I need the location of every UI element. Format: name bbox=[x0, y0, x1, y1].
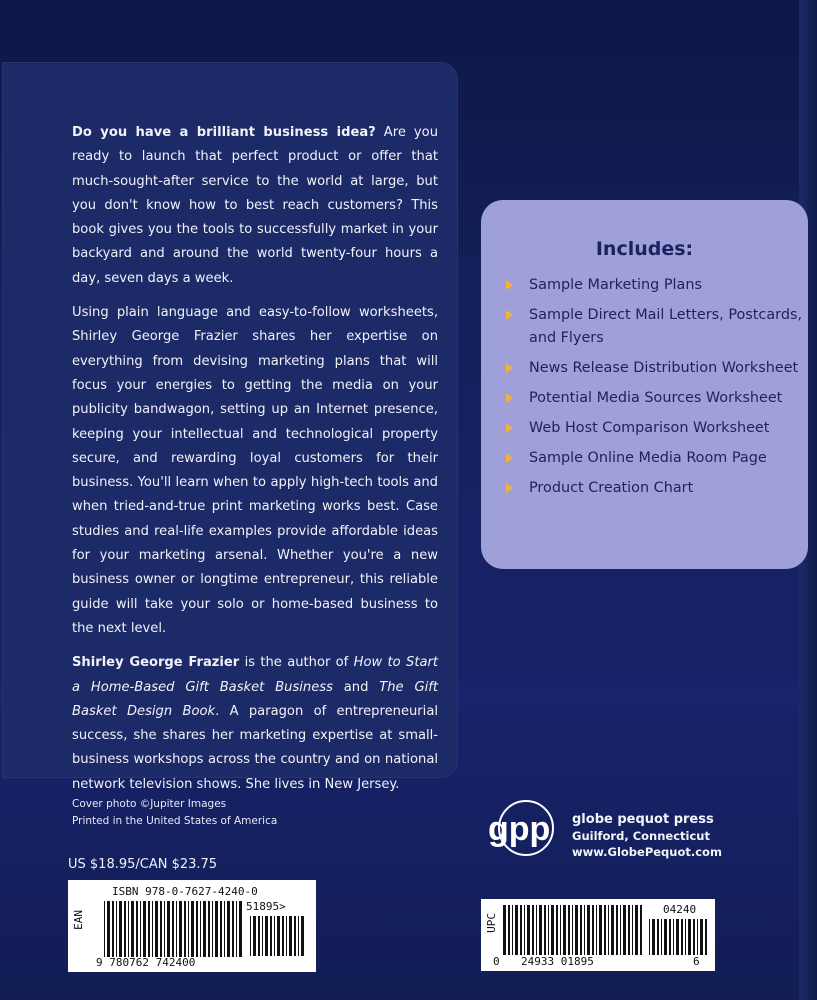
ean-addon-bars bbox=[250, 916, 306, 956]
author-name: Shirley George Frazier bbox=[72, 655, 240, 671]
upc-barcode bbox=[481, 899, 715, 971]
gpp-logo-icon bbox=[482, 796, 562, 864]
publisher-info bbox=[572, 812, 722, 860]
upc-addon-bars bbox=[649, 919, 709, 955]
bio-text-b: and bbox=[332, 679, 380, 695]
includes-title: Includes: bbox=[595, 238, 694, 260]
triangle-bullet-icon bbox=[506, 453, 513, 463]
bio-text-c: . A paragon of entrepreneurial success, she shares her marketing expertise at small-business workshops across the country and on national network television shows. She lives in New Jersey. bbox=[72, 703, 438, 792]
includes-item bbox=[503, 477, 803, 500]
book-title-1: How to Start a Home-Based Gift Basket Business bbox=[72, 655, 439, 695]
includes-item-label: Sample Online Media Room Page bbox=[529, 450, 767, 466]
triangle-bullet-icon bbox=[506, 393, 513, 403]
includes-item-label: Sample Direct Mail Letters, Postcards, and Flyers bbox=[529, 307, 803, 346]
includes-list bbox=[503, 274, 803, 507]
ean-barcode bbox=[68, 880, 316, 972]
description-paragraph-2: Using plain language and easy-to-follow worksheets, Shirley George Frazier shares her expertise on everything from devising marketing plans that will focus your energies to getting the media on your publicity bandwagon, setting up an Internet presence, keeping your intellectual and technological property secure, and rewarding loyal customers for their business. You'll learn when to apply high-tech tools and when tried-and-true print marketing works best. Case studies and real-life examples provide affordable ideas for your marketing arsenal. Whether you're a new business owner or longtime entrepreneur, this reliable guide will take your solo or home-based business to the next level. bbox=[72, 305, 438, 636]
bio-text-a: is the author of bbox=[239, 655, 354, 671]
ean-label: EAN bbox=[72, 910, 85, 930]
includes-item bbox=[503, 447, 803, 470]
includes-item-label: Web Host Comparison Worksheet bbox=[529, 420, 770, 436]
includes-item-label: Product Creation Chart bbox=[529, 480, 694, 496]
price: US $18.95/CAN $23.75 bbox=[68, 857, 218, 872]
includes-item bbox=[503, 274, 803, 297]
upc-addon-number: 04240 bbox=[663, 903, 697, 916]
ean-number: 9 780762 742400 bbox=[96, 956, 196, 969]
gpp-logo-text: gpp bbox=[488, 810, 551, 848]
printed-in: Printed in the United States of America bbox=[72, 815, 278, 827]
triangle-bullet-icon bbox=[506, 310, 513, 320]
includes-box bbox=[481, 200, 808, 569]
publisher-url: www.GlobePequot.com bbox=[572, 845, 722, 859]
triangle-bullet-icon bbox=[506, 483, 513, 493]
includes-item-label: Potential Media Sources Worksheet bbox=[529, 390, 783, 406]
description-text bbox=[72, 121, 438, 807]
includes-item bbox=[503, 387, 803, 410]
ean-addon-number: 51895> bbox=[246, 900, 286, 913]
ean-bars bbox=[104, 901, 244, 957]
description-paragraph-1 bbox=[72, 121, 438, 291]
upc-number: 24933 01895 bbox=[521, 955, 594, 968]
lead-question: Do you have a brilliant business idea? bbox=[72, 125, 376, 140]
publisher-city: Guilford, Connecticut bbox=[572, 829, 710, 843]
paragraph-1-text: Are you ready to launch that perfect product or offer that much-sought-after service to the world at large, but you don't know how to best reach customers? This book gives you the tools to successfully market in your backyard and around the world twenty-four hours a day, seven days a week. bbox=[72, 125, 438, 286]
upc-label: UPC bbox=[485, 913, 498, 933]
includes-item bbox=[503, 304, 803, 350]
triangle-bullet-icon bbox=[506, 423, 513, 433]
credits bbox=[72, 796, 277, 830]
isbn-text: ISBN 978-0-7627-4240-0 bbox=[112, 885, 258, 898]
triangle-bullet-icon bbox=[506, 280, 513, 290]
includes-item-label: Sample Marketing Plans bbox=[529, 277, 702, 293]
book-title-2: The Gift Basket Design Book bbox=[72, 679, 438, 719]
upc-bars bbox=[503, 905, 643, 955]
photo-credit: Cover photo ©Jupiter Images bbox=[72, 798, 227, 810]
upc-prefix: 0 bbox=[493, 955, 500, 968]
author-bio bbox=[72, 651, 438, 797]
includes-item bbox=[503, 357, 803, 380]
includes-item bbox=[503, 417, 803, 440]
upc-check-digit: 6 bbox=[693, 955, 700, 968]
publisher-name: globe pequot press bbox=[572, 812, 714, 827]
triangle-bullet-icon bbox=[506, 363, 513, 373]
includes-item-label: News Release Distribution Worksheet bbox=[529, 360, 799, 376]
